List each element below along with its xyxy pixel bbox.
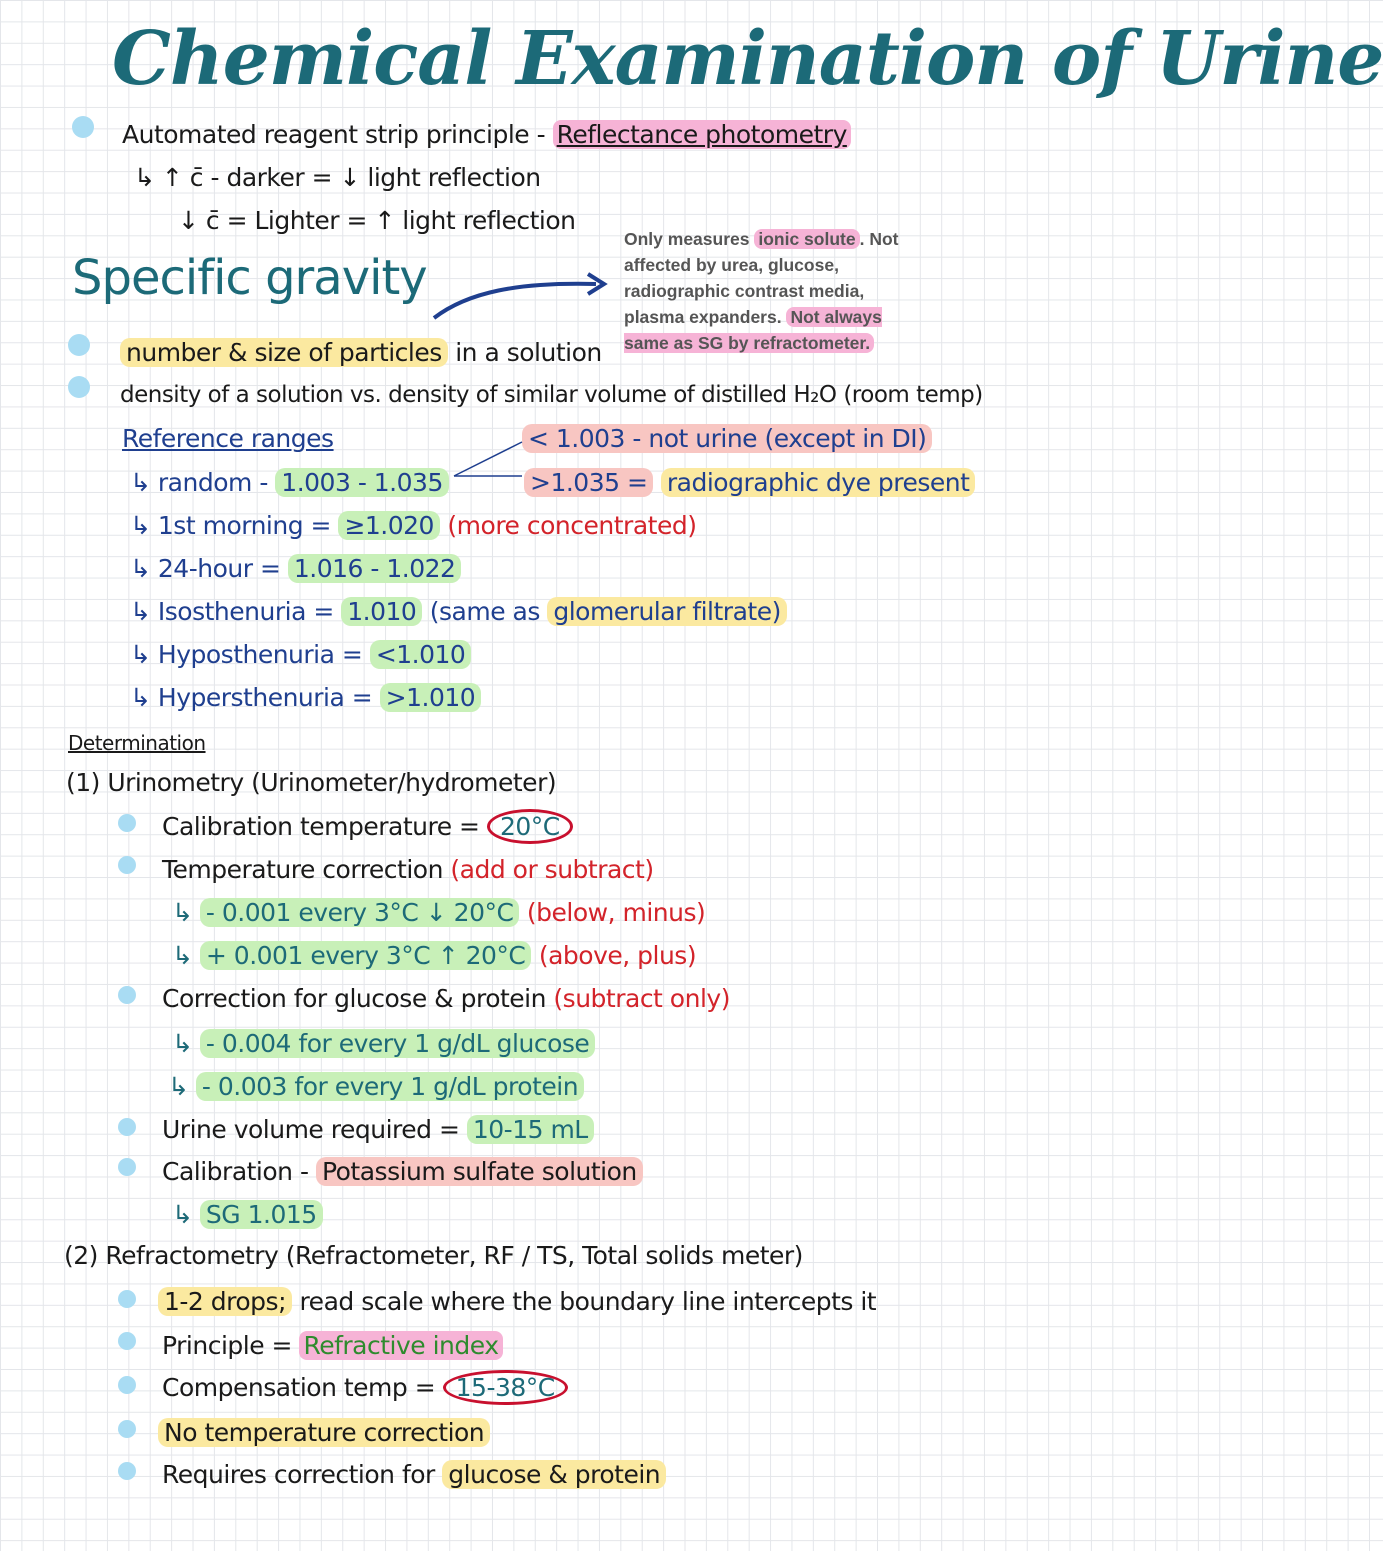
hook-arrow-icon: ↳ (130, 554, 158, 583)
sg-note: Only measures ionic solute . Not affected by urea, glucose, radiographic contrast media, plasma expanders. Not always same as SG by refractometer. (624, 229, 899, 353)
bullet-dot (118, 986, 136, 1004)
ref-first-morning: ↳ 1st morning = ≥1.020 (more concentrated) (130, 511, 697, 540)
ref-low-value: < 1.003 - not urine (except in DI) (522, 424, 932, 454)
no-temperature-correction: No temperature correction (158, 1418, 490, 1448)
bullet-dot (72, 116, 94, 138)
page-title: Chemical Examination of Urine (112, 16, 1383, 102)
temperature-correction: Temperature correction (add or subtract) (162, 855, 654, 884)
branch-lines (450, 432, 530, 482)
automated-line-darker: ↳ ↑ c̄ - darker = ↓ light reflection (134, 163, 541, 192)
bullet-dot (118, 1332, 136, 1350)
bullet-dot (118, 1290, 136, 1308)
hook-arrow-icon: ↳ (172, 1029, 200, 1058)
calibration-temp-value: 20°C (487, 809, 573, 844)
temp-correction-below: ↳ - 0.001 every 3°C ↓ 20°C (below, minus) (172, 898, 706, 927)
determination-heading: Determination (68, 731, 206, 755)
calibration-solution: Calibration - Potassium sulfate solution (162, 1157, 643, 1187)
urine-volume: Urine volume required = 10-15 mL (162, 1115, 594, 1145)
hook-arrow-icon: ↳ (130, 511, 158, 540)
refractometry-heading: (2) Refractometry (Refractometer, RF / TS, Total solids meter) (64, 1241, 803, 1270)
reflectance-photometry: Reflectance photometry (553, 120, 851, 149)
ref-isosthenuria: ↳ Isosthenuria = 1.010 (same as glomerular filtrate) (130, 597, 787, 627)
requires-correction: Requires correction for glucose & protein (162, 1460, 666, 1490)
protein-correction: ↳ - 0.003 for every 1 g/dL protein (168, 1072, 584, 1102)
definition-density: density of a solution vs. density of similar volume of distilled H₂O (room temp) (120, 382, 983, 408)
hook-arrow-icon: ↳ (172, 941, 200, 970)
definition-particles: number & size of particles in a solution (120, 338, 602, 368)
bullet-dot (118, 1376, 136, 1394)
compensation-temp: Compensation temp = 15-38°C (162, 1373, 568, 1403)
bullet-dot (68, 376, 90, 398)
compensation-temp-value: 15-38°C (443, 1370, 568, 1405)
section-heading-specific-gravity: Specific gravity (72, 250, 427, 306)
automated-label: Automated reagent strip principle - (122, 120, 546, 149)
bullet-dot (118, 1158, 136, 1176)
automated-strip-line (122, 120, 851, 150)
hook-arrow-icon: ↳ (172, 1200, 200, 1229)
temp-correction-above: ↳ + 0.001 every 3°C ↑ 20°C (above, plus) (172, 941, 697, 970)
ref-hypersthenuria: ↳ Hypersthenuria = >1.010 (130, 683, 481, 713)
hook-arrow-icon: ↳ (130, 597, 158, 626)
glucose-protein-correction: Correction for glucose & protein (subtract only) (162, 984, 730, 1013)
glucose-correction: ↳ - 0.004 for every 1 g/dL glucose (172, 1029, 595, 1059)
not-same-highlight: Not always same as SG by refractometer. (624, 307, 882, 353)
bullet-dot (68, 334, 90, 356)
hook-arrow-icon: ↳ (172, 898, 200, 927)
hook-arrow-icon: ↳ (130, 640, 158, 669)
curved-arrow-icon (428, 262, 618, 322)
bullet-dot (118, 1118, 136, 1136)
hook-arrow-icon: ↳ (130, 468, 158, 497)
hook-arrow-icon: ↳ (134, 163, 162, 192)
bullet-dot (118, 856, 136, 874)
hook-arrow-icon: ↳ (130, 683, 158, 712)
automated-line-lighter: ↓ c̄ = Lighter = ↑ light reflection (178, 206, 576, 235)
reference-ranges-heading: Reference ranges (122, 424, 334, 453)
refractometry-drops: 1-2 drops; read scale where the boundary line intercepts it (158, 1287, 876, 1317)
hook-arrow-icon: ↳ (168, 1072, 196, 1101)
ref-hyposthenuria: ↳ Hyposthenuria = <1.010 (130, 640, 471, 670)
calibration-temperature: Calibration temperature = 20°C (162, 812, 573, 842)
ref-24-hour: ↳ 24-hour = 1.016 - 1.022 (130, 554, 461, 584)
ionic-solute-highlight: ionic solute (754, 229, 859, 249)
bullet-dot (118, 1420, 136, 1438)
ref-random: ↳ random - 1.003 - 1.035 (130, 468, 449, 498)
ref-high-value: >1.035 = radiographic dye present (524, 468, 975, 498)
urinometry-heading: (1) Urinometry (Urinometer/hydrometer) (66, 768, 557, 797)
bullet-dot (118, 1462, 136, 1480)
calibration-sg: ↳ SG 1.015 (172, 1200, 323, 1230)
refractometry-principle: Principle = Refractive index (162, 1331, 503, 1361)
bullet-dot (118, 814, 136, 832)
